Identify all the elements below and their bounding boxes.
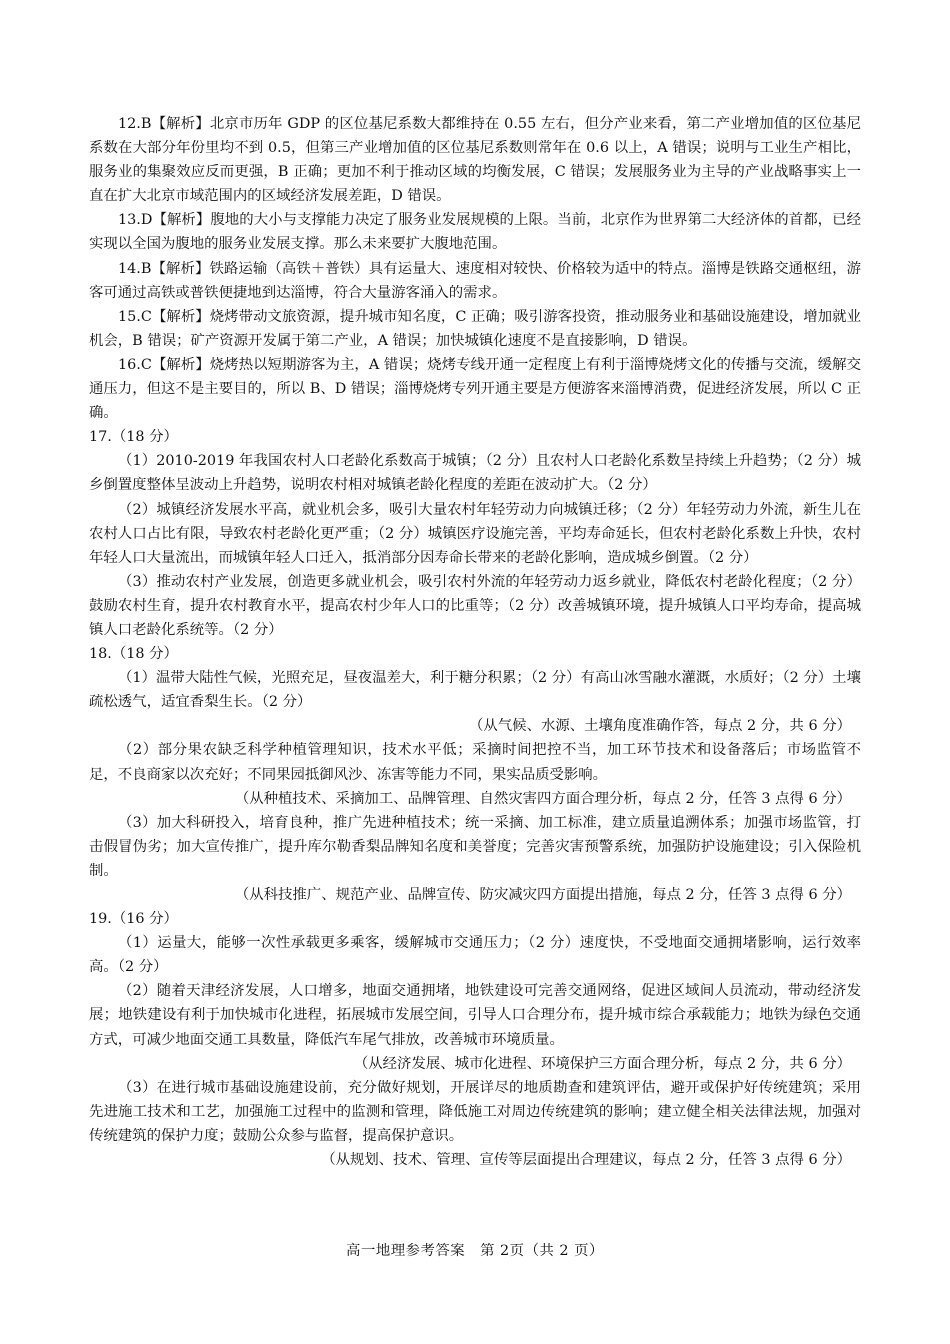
scoring-note-18-1: （从气候、水源、土壤角度准确作答，每点 2 分，共 6 分） [469, 718, 851, 735]
answer-19-1: （1）运量大，能够一次性承载更多乘客，缓解城市交通压力；（2 分）速度快，不受地面交通拥堵影响，运行效率高。（2 分） [89, 935, 861, 976]
answer-18-1: （1）温带大陆性气候，光照充足，昼夜温差大，利于糖分积累；（2 分）有高山冰雪融水灌溉，水质好；（2 分）土壤疏松透气，适宜香梨生长。（2 分） [89, 670, 861, 711]
scoring-note-18-2: （从种植技术、采摘加工、品牌管理、自然灾害四方面合理分析，每点 2 分，任答 3 点得 6 分） [234, 790, 851, 807]
answer-16: 16.C【解析】烧烤热以短期游客为主，A 错误；烧烤专线开通一定程度上有利于淄博烧烤文化的传播与交流，缓解交通压力，但这不是主要目的，所以 B、D 错误；淄博烧烤专列开通主要是方便游客来淄博消费，促进经济发展，所以 C 正确。 [89, 356, 861, 422]
answer-19-2: （2）随着天津经济发展，人口增多，地面交通拥堵，地铁建设可完善交通网络，促进区域间人员流动，带动经济发展；地铁建设有利于加快城市化进程，拓展城市发展空间，引导人口合理分布，提升城市综合承载能力；地铁为绿色交通方式，可减少地面交通工具数量，降低汽车尾气排放，改善城市环境质量。 [89, 983, 861, 1048]
answer-13: 13.D【解析】腹地的大小与支撑能力决定了服务业发展规模的上限。当前，北京作为世界第二大经济体的首都，已经实现以全国为腹地的服务业发展支撑。那么未来要扩大腹地范围。 [89, 212, 861, 253]
answer-18-3: （3）加大科研投入，培育良种，推广先进种植技术；统一采摘、加工标准，建立质量追溯体系；加强市场监管，打击假冒伪劣；加大宣传推广，提升库尔勒香梨品牌知名度和美誉度；完善灾害预警系统，加强防护设施建设；引入保险机制。 [89, 814, 861, 879]
page-footer: 高一地理参考答案 第 2页（共 2 页） [346, 1243, 604, 1259]
question-18-heading: 18.（18 分） [89, 646, 178, 663]
answer-19-3: （3）在进行城市基础设施建设前，充分做好规划，开展详尽的地质勘查和建筑评估，避开或保护好传统建筑；采用先进施工技术和工艺，加强施工过程中的监测和管理，降低施工对周边传统建筑的影响；建立健全相关法律法规，加强对传统建筑的保护力度；鼓励公众参与监督，提高保护意识。 [89, 1079, 861, 1144]
answer-17-3: （3）推动农村产业发展，创造更多就业机会，吸引农村外流的年轻劳动力返乡就业，降低农村老龄化程度；（2 分）鼓励农村生育，提升农村教育水平，提高农村少年人口的比重等；（2 分）改善城镇环境，提升城镇人口平均寿命，提高城镇人口老龄化系统等。（2 分） [89, 573, 861, 638]
answer-17-1: （1）2010-2019 年我国农村人口老龄化系数高于城镇；（2 分）且农村人口老龄化系数呈持续上升趋势；（2 分）城乡倒置度整体呈波动上升趋势，说明农村相对城镇老龄化程度的差距在波动扩大。（2 分） [89, 453, 861, 494]
scoring-note-19-2: （从经济发展、城市化进程、环境保护三方面合理分析，每点 2 分，共 6 分） [353, 1055, 851, 1072]
answer-14: 14.B【解析】铁路运输（高铁＋普铁）具有运量大、速度相对较快、价格较为适中的特点。淄博是铁路交通枢纽，游客可通过高铁或普铁便捷地到达淄博，符合大量游客涌入的需求。 [89, 260, 861, 301]
answer-12: 12.B【解析】北京市历年 GDP 的区位基尼系数大都维持在 0.55 左右，但分产业来看，第二产业增加值的区位基尼系数在大部分年份里均不到 0.5，但第三产业增加值的区位基尼系数则常年在 0.6 以上，A 错误；说明与工业生产相比，服务业的集聚效应反而更强，B 正确；更加不利于推动区域的均衡发展，C 错误；发展服务业为主导的产业战略事实上一直在扩大北京市域范围内的区域经济发展差距，D 错误。 [89, 116, 861, 205]
answer-key-page [89, 112, 861, 1172]
question-17-heading: 17.（18 分） [89, 429, 178, 446]
answer-17-2: （2）城镇经济发展水平高，就业机会多，吸引大量农村年轻劳动力向城镇迁移；（2 分）年轻劳动力外流，新生儿在农村人口占比有限，导致农村老龄化更严重；（2 分）城镇医疗设施完善，平均寿命延长，但农村老龄化系数上升快，农村年轻人口大量流出，而城镇年轻人口迁入，抵消部分因寿命长带来的老龄化影响，造成城乡倒置。（2 分） [89, 501, 861, 566]
answer-18-2: （2）部分果农缺乏科学种植管理知识，技术水平低；采摘时间把控不当，加工环节技术和设备落后；市场监管不足，不良商家以次充好；不同果园抵御风沙、冻害等能力不同，果实品质受影响。 [89, 742, 861, 783]
scoring-note-18-3: （从科技推广、规范产业、品牌宣传、防灾减灾四方面提出措施，每点 2 分，任答 3 点得 6 分） [234, 887, 851, 903]
scoring-note-19-3: （从规划、技术、管理、宣传等层面提出合理建议，每点 2 分，任答 3 点得 6 分） [321, 1152, 851, 1169]
question-19-heading: 19.（16 分） [89, 911, 178, 928]
answer-15: 15.C【解析】烧烤带动文旅资源，提升城市知名度，C 正确；吸引游客投资，推动服务业和基础设施建设，增加就业机会，B 错误；矿产资源开发属于第二产业，A 错误；加快城镇化速度不是直接影响，D 错误。 [89, 308, 861, 349]
